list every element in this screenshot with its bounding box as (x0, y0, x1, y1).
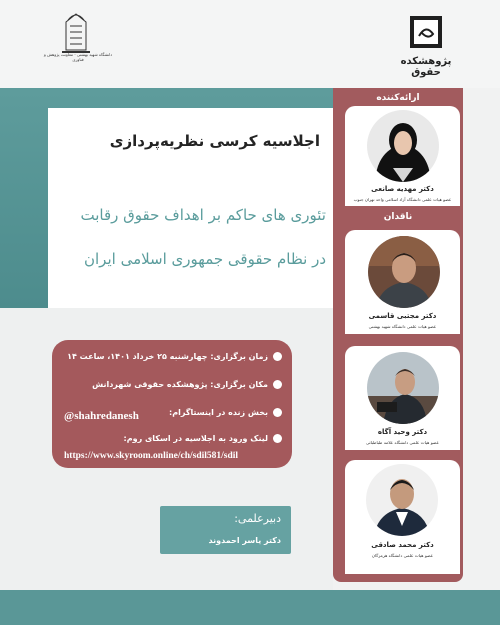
skyroom-label: لینک ورود به اجلاسیه در اسکای روم: (123, 434, 268, 443)
time-row (56, 352, 282, 361)
bullet-icon (273, 434, 282, 443)
scientific-secretary-box (160, 506, 291, 554)
time-text: زمان برگزاری: چهارشنبه ۲۵ خرداد ۱۴۰۱، ساعت ۱۴ (67, 352, 268, 361)
instagram-handle[interactable]: @shahredanesh (64, 410, 139, 422)
speaker-affiliation-4: عضو هیات علمی دانشگاه هرمزگان (371, 553, 434, 558)
place-row (56, 380, 282, 389)
instagram-label: بخش زنده در اینستاگرام: (169, 408, 268, 417)
event-info-box (52, 340, 292, 468)
bullet-icon (273, 380, 282, 389)
topic-line-2: در نظام حقوقی جمهوری اسلامی ایران (84, 250, 326, 268)
secretary-label: دبیرعلمی: (234, 512, 281, 525)
speaker-affiliation-3: عضو هیات علمی دانشگاه علامه طباطبائی (365, 440, 440, 445)
university-caption: دانشگاه شهید بهشتی · معاونت پژوهش و فناوری (43, 52, 113, 62)
speaker-name-1: دکتر مهدیه صانعی (371, 185, 434, 193)
speaker-name-3: دکتر وحید آگاه (377, 428, 428, 436)
presenter-heading: ارائه‌کننده (376, 93, 420, 103)
critics-heading: ناقدان (383, 212, 413, 222)
speaker-affiliation-2: عضو هیات علمی دانشگاه شهید بهشتی (368, 324, 437, 329)
speaker-name-4: دکتر محمد صادقی (371, 541, 434, 549)
footer-bar (0, 590, 500, 625)
speaker-photo-1 (367, 110, 439, 182)
topic-line-1: تئوری های حاکم بر اهداف حقوق رقابت (80, 206, 326, 224)
place-text: مکان برگزاری: پژوهشکده حقوقی شهردانش (92, 380, 268, 389)
bullet-icon (273, 352, 282, 361)
institute-name: پژوهشکده حقوق (400, 56, 452, 78)
secretary-name: دکتر یاسر احمدوند (208, 536, 281, 545)
speaker-photo-2 (368, 236, 440, 308)
skyroom-row (56, 434, 282, 443)
speaker-photo-3 (367, 352, 439, 424)
event-title: اجلاسیه کرسی نظریه‌پردازی (109, 132, 320, 150)
speaker-affiliation-1: عضو هیات علمی دانشگاه آزاد اسلامی واحد تهران جنوب (353, 197, 452, 202)
university-logo (28, 10, 124, 80)
skyroom-link[interactable]: https://www.skyroom.online/ch/sdil581/sdil (64, 451, 239, 461)
bullet-icon (273, 408, 282, 417)
speaker-name-2: دکتر مجتبی قاسمی (368, 312, 437, 320)
speaker-photo-4 (366, 464, 438, 536)
